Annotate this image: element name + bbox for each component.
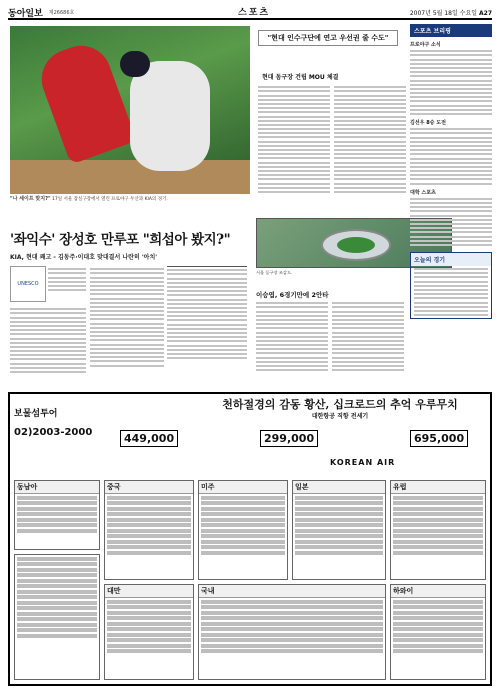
right-headline: "현대 인수구단에 연고 우선권 줄 수도" — [258, 30, 398, 46]
photo-dirt — [10, 160, 250, 194]
logo-text: UNESCO — [17, 281, 39, 287]
caption-label: "나 세이프 맞지?" — [10, 196, 51, 202]
main-body-col-1a — [48, 266, 86, 292]
baseball-photo — [10, 26, 250, 194]
section-title: 스포츠 — [238, 8, 271, 18]
region-cell-1 — [14, 480, 100, 550]
unesco-logo — [10, 266, 46, 302]
region-cell-9 — [390, 584, 486, 680]
price-box-3 — [410, 430, 468, 447]
region-title-8: 하와이 — [391, 585, 485, 598]
photo-helmet — [120, 51, 150, 77]
region-cell-5 — [390, 480, 486, 580]
region-cell-2 — [104, 480, 194, 580]
date-page — [410, 8, 492, 17]
page-number: A27 — [479, 10, 492, 17]
date: 2007년 5월 18일 수요일 — [409, 10, 478, 17]
mid-body-col-1 — [256, 300, 328, 384]
today-games-list — [411, 268, 491, 316]
ad-agency-logo — [14, 398, 94, 446]
sidebar-item-2: 김선우 8승 도전 — [410, 120, 446, 126]
region-title-5: 유럽 — [391, 481, 485, 494]
today-games-title: 오늘의 경기 — [411, 253, 491, 266]
stadium-field — [337, 237, 375, 253]
region-cell-3 — [198, 480, 288, 580]
ad-headline: 천하절경의 감동 황산, 십크로드의 추억 우루무치 — [222, 398, 458, 411]
right-body-col-2 — [334, 84, 406, 214]
region-title-7: 국내 — [199, 585, 385, 598]
masthead: 동아일보 — [8, 8, 43, 19]
photo-caption — [10, 196, 250, 203]
right-body-col-1 — [258, 84, 330, 214]
sidebar-item-3: 대학 스포츠 — [410, 189, 436, 196]
price-box-1 — [120, 430, 178, 447]
region-title-2: 중국 — [105, 481, 193, 494]
sidebar-text-3 — [410, 198, 492, 246]
mid-body-col-2 — [332, 300, 404, 384]
ad-agency-phone: 02)2003-2000 — [14, 427, 93, 438]
sidebar-text-1 — [410, 50, 492, 115]
main-headline: '좌익수' 장성호 만루포 "희섭아 봤지?" — [10, 232, 231, 248]
region-cell-6 — [14, 554, 100, 680]
photo-catcher — [130, 61, 210, 171]
price-3: 695,000 — [414, 432, 465, 445]
page-header — [8, 6, 492, 20]
travel-advertisement — [8, 392, 492, 686]
sidebar-text-2 — [410, 128, 492, 184]
ad-agency-name: 보물섬투어 — [14, 409, 58, 419]
stadium-caption: 서울 돔구장 조감도. — [256, 270, 293, 275]
ad-region-grid — [14, 480, 486, 680]
region-title-6: 대만 — [105, 585, 193, 598]
region-title-1: 동남아 — [15, 481, 99, 494]
region-cell-4 — [292, 480, 386, 580]
today-games-box — [410, 252, 492, 319]
issue-number: 제26686호 — [48, 9, 75, 16]
caption-text: 17일 서울 잠실구장에서 열린 프로야구 두산과 KIA의 경기. — [52, 197, 168, 202]
main-subhead: KIA, 현대 꽤고 - 김동주·이대호 맞대결서 나란히 '아치' — [10, 254, 158, 261]
price-2: 299,000 — [264, 432, 315, 445]
price-box-2 — [260, 430, 318, 447]
region-cell-7 — [104, 584, 194, 680]
region-title-3: 미주 — [199, 481, 287, 494]
region-cell-8 — [198, 584, 386, 680]
box-score — [167, 266, 247, 384]
ad-subline: 대한항공 직항 전세기 — [311, 413, 369, 420]
sidebar-item-1: 프로야구 소식 — [410, 42, 441, 48]
airline-logo: KOREAN AIR — [330, 458, 396, 467]
region-title-4: 일본 — [293, 481, 385, 494]
sidebar-title: 스포츠 브리핑 — [410, 24, 492, 37]
main-body-col-1 — [10, 306, 86, 386]
main-body-col-2 — [90, 266, 164, 386]
price-1: 449,000 — [124, 432, 175, 445]
sports-briefing-sidebar — [410, 24, 492, 380]
right-subhead: 현대 돔구장 건립 MOU 체결 — [262, 74, 339, 81]
mid-story-title: 이승엽, 6경기만에 2안타 — [256, 291, 329, 299]
